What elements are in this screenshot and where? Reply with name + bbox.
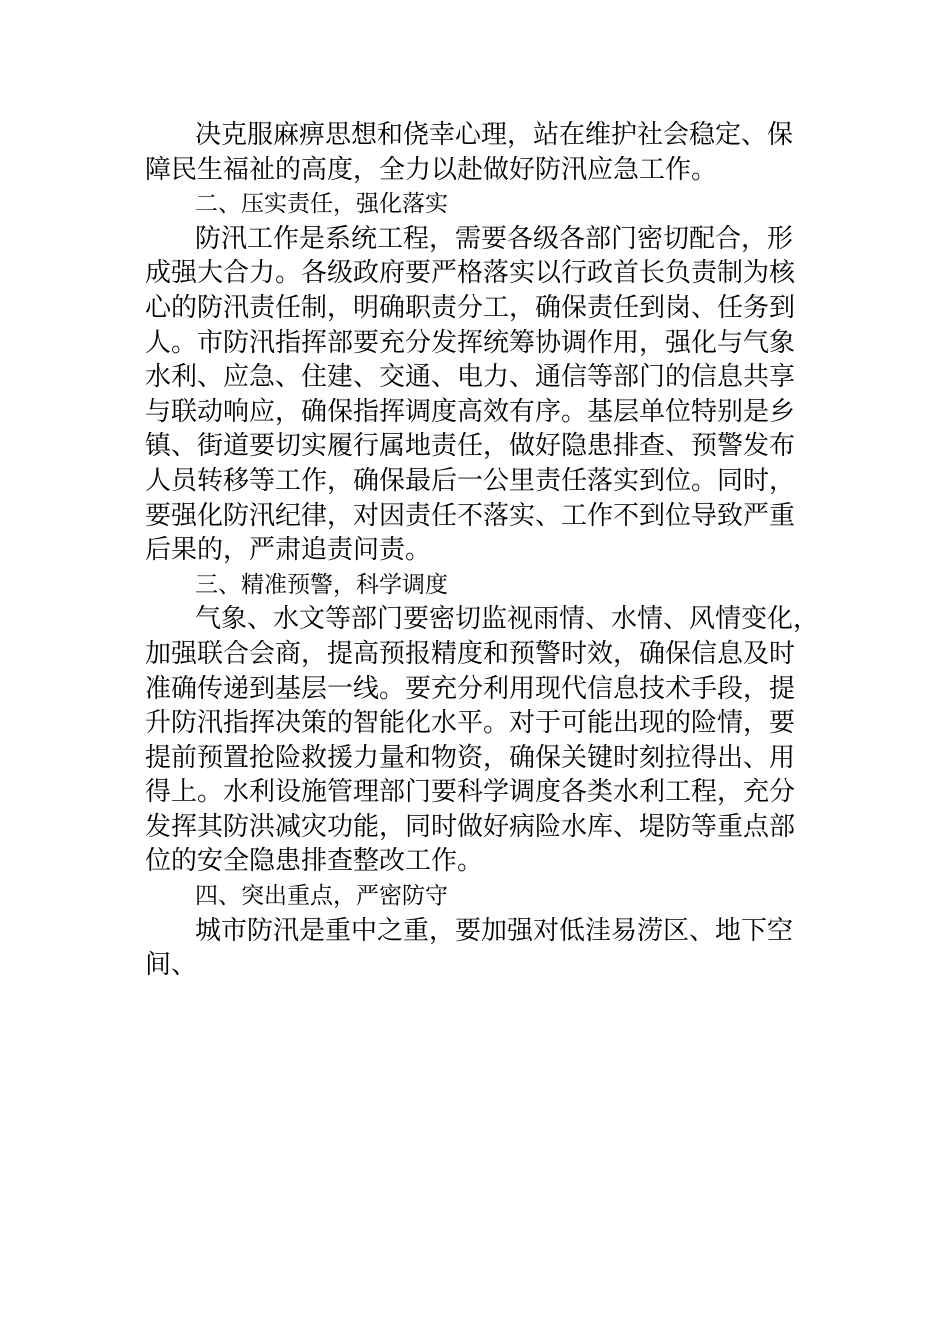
paragraph-line: 气象、水文等部门要密切监视雨情、水情、风情变化， bbox=[195, 604, 820, 635]
paragraph-line: 人。市防汛指挥部要充分发挥统筹协调作用，强化与气象 bbox=[145, 327, 796, 358]
paragraph-line: 决克服麻痹思想和侥幸心理，站在维护社会稳定、保 bbox=[195, 120, 794, 150]
section-heading: 三、精准预警，科学调度 bbox=[195, 571, 448, 598]
paragraph-line: 得上。水利设施管理部门要科学调度各类水利工程，充分 bbox=[145, 777, 796, 808]
paragraph-line: 水利、应急、住建、交通、电力、通信等部门的信息共享 bbox=[145, 362, 796, 393]
paragraph-line: 加强联合会商，提高预报精度和预警时效，确保信息及时 bbox=[145, 638, 796, 669]
paragraph-line: 障民生福祉的高度，全力以赴做好防汛应急工作。 bbox=[145, 154, 718, 185]
paragraph-line: 防汛工作是系统工程，需要各级各部门密切配合，形 bbox=[195, 223, 794, 254]
document-body bbox=[145, 118, 820, 983]
paragraph-line: 成强大合力。各级政府要严格落实以行政首长负责制为核 bbox=[145, 258, 796, 289]
paragraph-line: 城市防汛是重中之重，要加强对低洼易涝区、地下空 bbox=[195, 915, 794, 946]
paragraph-line: 后果的，严肃追责问责。 bbox=[145, 535, 432, 566]
paragraph-line: 准确传递到基层一线。要充分利用现代信息技术手段，提 bbox=[145, 673, 796, 704]
paragraph-line: 镇、街道要切实履行属地责任，做好隐患排查、预警发布 bbox=[145, 431, 796, 462]
section-heading: 二、压实责任，强化落实 bbox=[195, 191, 448, 218]
paragraph-line: 与联动响应，确保指挥调度高效有序。基层单位特别是乡 bbox=[145, 396, 796, 427]
paragraph-line: 要强化防汛纪律，对因责任不落实、工作不到位导致严重 bbox=[145, 500, 796, 531]
section-heading: 四、突出重点，严密防守 bbox=[195, 883, 448, 910]
paragraph-line: 心的防汛责任制，明确职责分工，确保责任到岗、任务到 bbox=[145, 292, 796, 323]
paragraph-line: 位的安全隐患排查整改工作。 bbox=[145, 846, 484, 877]
paragraph-line: 升防汛指挥决策的智能化水平。对于可能出现的险情，要 bbox=[145, 708, 796, 739]
paragraph-line: 间、 bbox=[145, 950, 198, 981]
paragraph-line: 人员转移等工作，确保最后一公里责任落实到位。同时， bbox=[145, 465, 796, 496]
paragraph-line: 发挥其防洪减灾功能，同时做好病险水库、堤防等重点部 bbox=[145, 811, 796, 842]
paragraph-line: 提前预置抢险救援力量和物资，确保关键时刻拉得出、用 bbox=[145, 742, 796, 773]
